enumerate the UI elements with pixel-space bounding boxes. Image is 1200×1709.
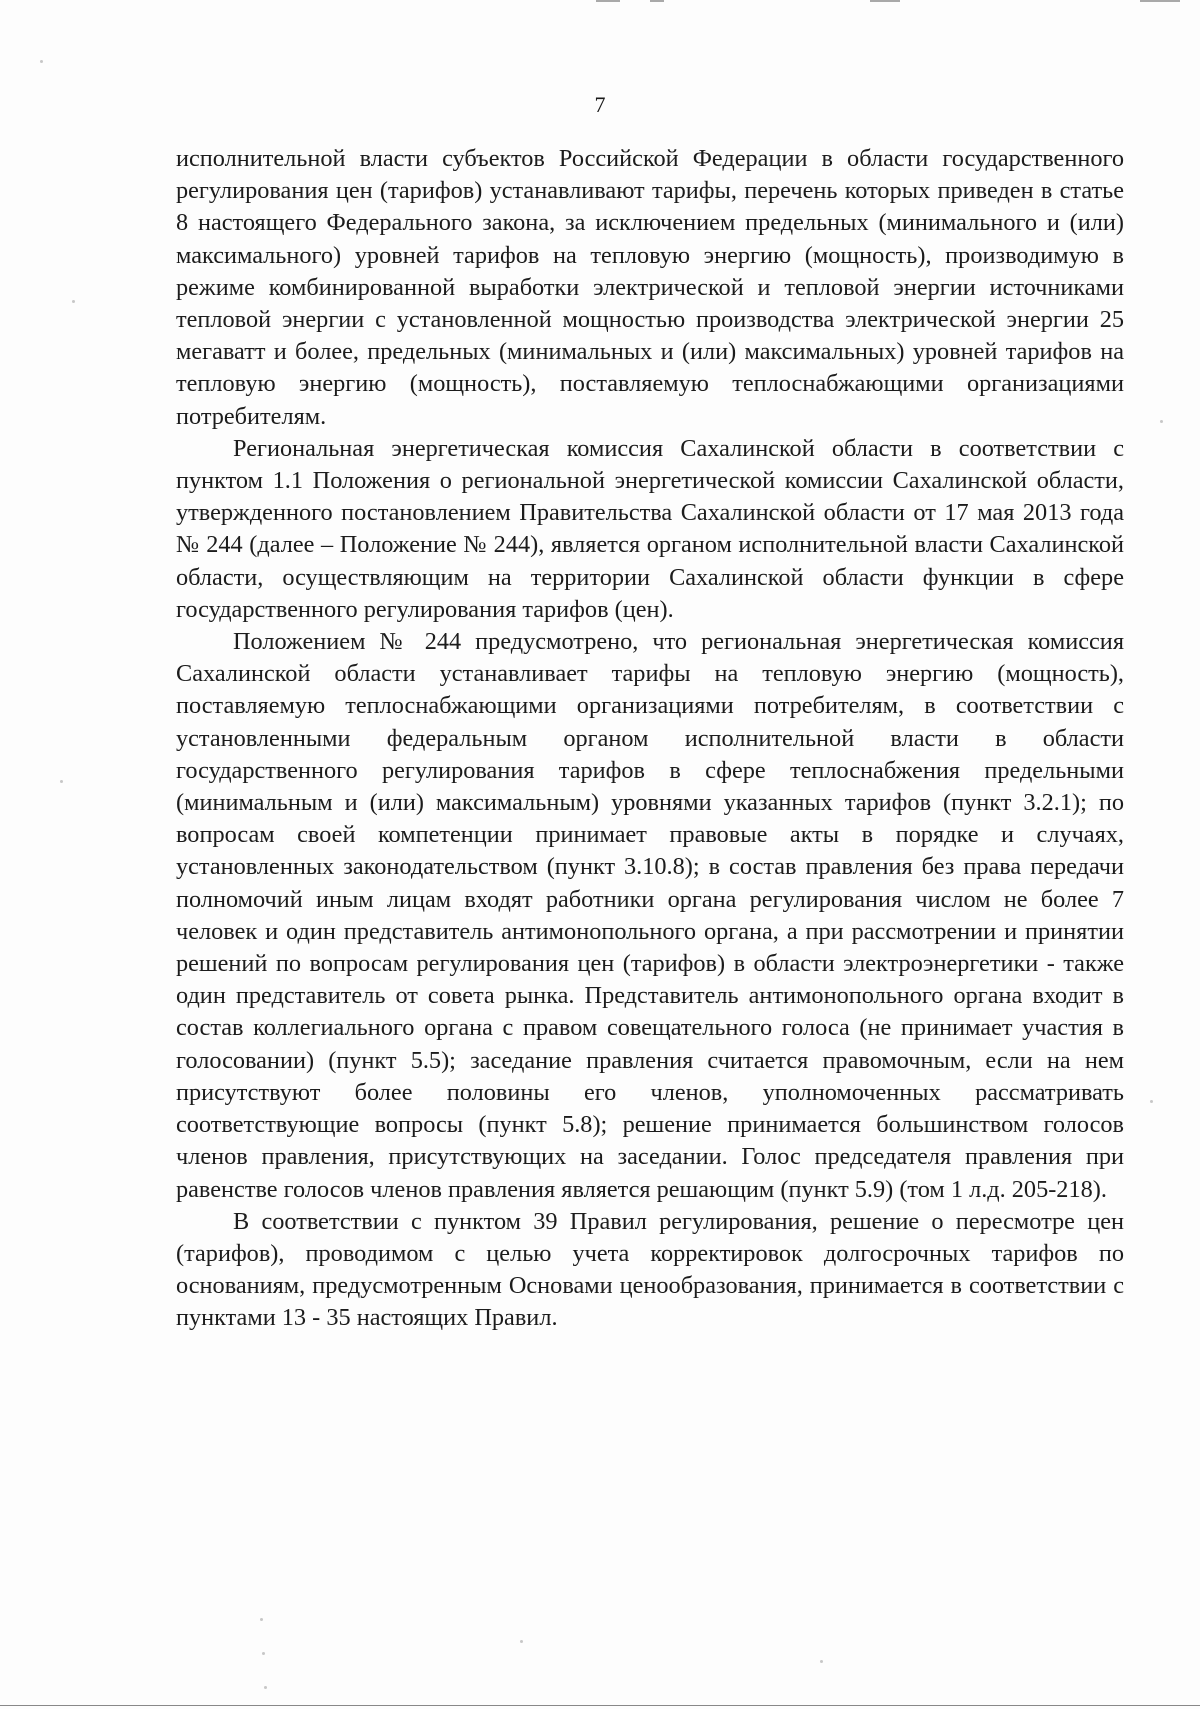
scan-mark [596,0,620,2]
scan-speck [60,780,63,783]
scan-speck [40,60,43,63]
scan-mark [1140,0,1180,2]
scan-speck [520,1640,523,1643]
scan-edge-line [0,1705,1200,1706]
scan-speck [264,1686,267,1689]
paragraph-1: исполнительной власти субъектов Российской Федерации в области государственного регулирования цен (тарифов) устанавливают тарифы, перечень которых приведен в статье 8 настоящего Федерального закона, за исключением предельных (минимального и (или) максимального) уровней тарифов на тепловую энергию (мощность), производимую в режиме комбинированной выработки электрической и тепловой энергии источниками тепловой энергии с установленной мощностью производства электрической энергии 25 мегаватт и более, предельных (минимальных и (или) максимальных) уровней тарифов на тепловую энергию (мощность), поставляемую теплоснабжающими организациями потребителям. [176,145,1124,430]
scan-speck [820,1660,823,1663]
scan-speck [1160,420,1163,423]
scan-speck [1150,1100,1153,1103]
paragraph-4: В соответствии с пунктом 39 Правил регулирования, решение о пересмотре цен (тарифов), проводимом с целью учета корректировок долгосрочных тарифов по основаниям, предусмотренным Основами ценообразования, принимается в соответствии с пунктами 13 - 35 настоящих Правил. [176,1207,1124,1332]
paragraph-2: Региональная энергетическая комиссия Сахалинской области в соответствии с пунктом 1.1 Положения о региональной энергетической комиссии Сахалинской области, утвержденного постановлением Правительства Сахалинской области от 17 мая 2013 года № 244 (далее – Положение № 244), является органом исполнительной власти Сахалинской области, осуществляющим на территории Сахалинской области функции в сфере государственного регулирования тарифов (цен). [176,434,1124,623]
document-body [176,143,1124,1335]
scan-speck [72,300,75,303]
scan-mark [650,0,664,2]
scan-speck [260,1618,263,1621]
paragraph-3: Положением № 244 предусмотрено, что региональная энергетическая комиссия Сахалинской области устанавливает тарифы на тепловую энергию (мощность), поставляемую теплоснабжающими организациями потребителям, в соответствии с установленными федеральным органом исполнительной власти в области государственного регулирования тарифов в сфере теплоснабжения предельными (минимальным и (или) максимальным) уровнями указанных тарифов (пункт 3.2.1); по вопросам своей компетенции принимает правовые акты в порядке и случаях, установленных законодательством (пункт 3.10.8); в состав правления без права передачи полномочий иным лицам входят работники органа регулирования числом не более 7 человек и один представитель антимонопольного органа, а при рассмотрении и принятии решений по вопросам регулирования цен (тарифов) в области электроэнергетики - также один представитель от совета рынка. Представитель антимонопольного органа входит в состав коллегиального органа с правом совещательного голоса (не принимает участия в голосовании) (пункт 5.5); заседание правления считается правомочным, если на нем присутствуют более половины его членов, уполномоченных рассматривать соответствующие вопросы (пункт 5.8); решение принимается большинством голосов членов правления, присутствующих на заседании. Голос председателя правления при равенстве голосов членов правления является решающим (пункт 5.9) (том 1 л.д. 205-218). [176,628,1124,1203]
scan-speck [262,1652,265,1655]
page-number: 7 [594,92,606,117]
scan-mark [870,0,900,2]
